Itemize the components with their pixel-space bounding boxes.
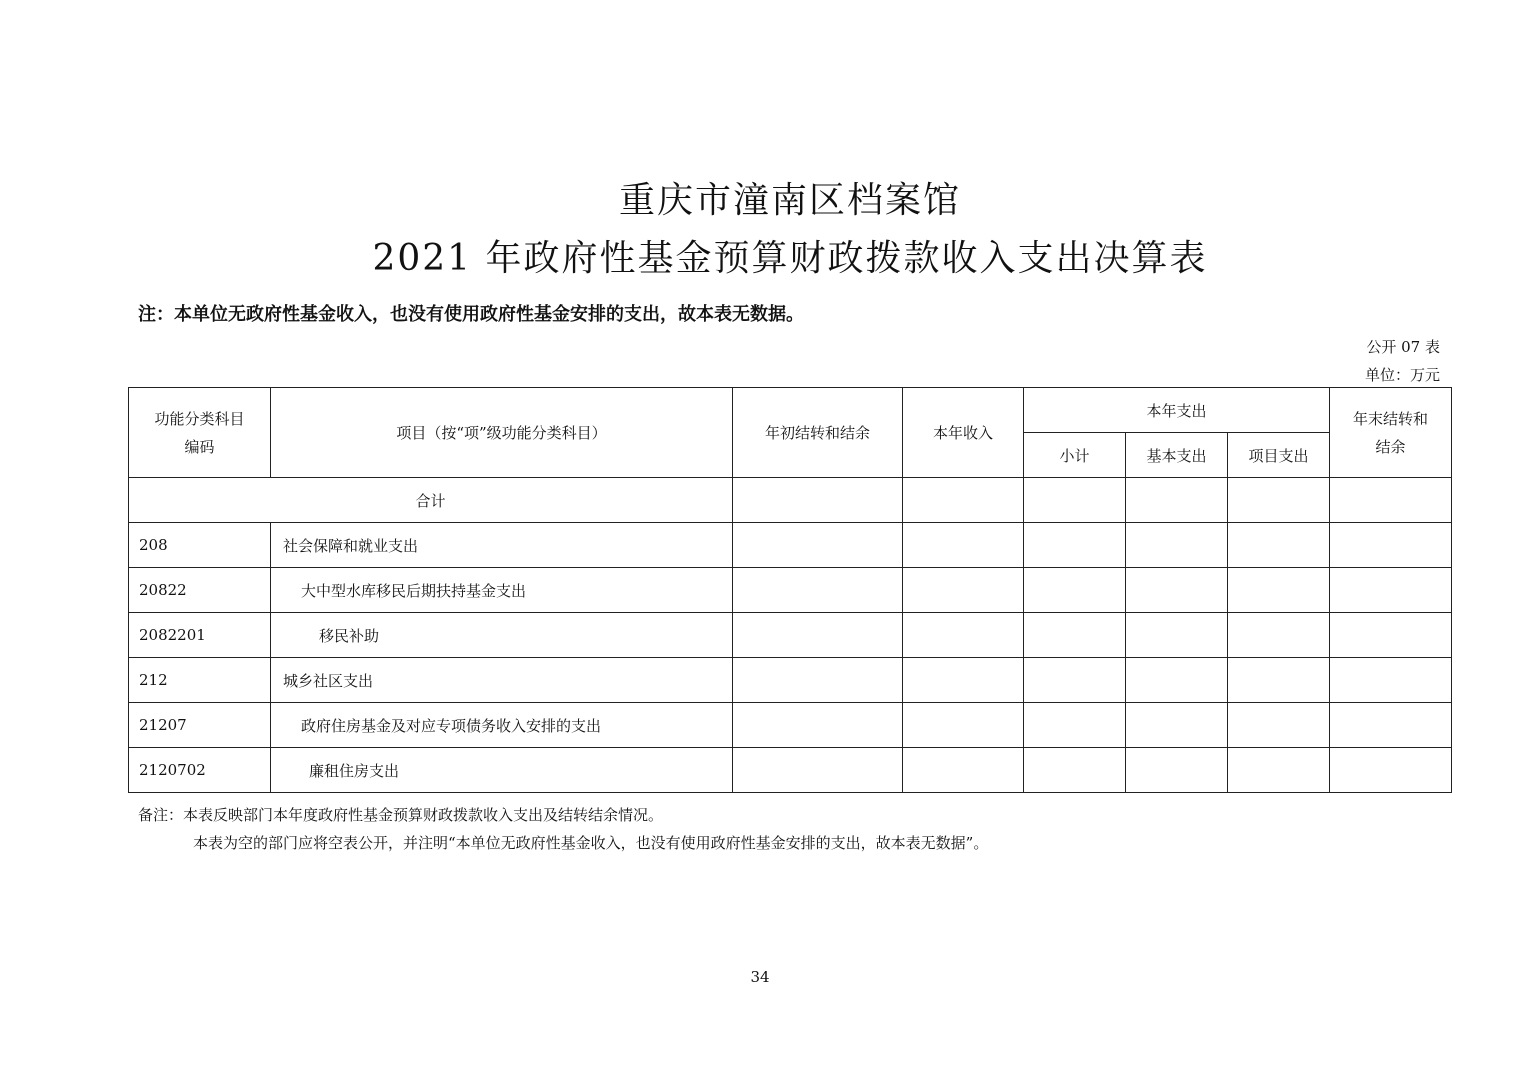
cell xyxy=(1024,478,1126,523)
cell xyxy=(1330,568,1452,613)
document-subtitle: 2021 年政府性基金预算财政拨款收入支出决算表 xyxy=(372,238,1208,279)
cell xyxy=(1024,523,1126,568)
total-label: 合计 xyxy=(129,478,733,523)
cell xyxy=(1126,613,1228,658)
cell xyxy=(1228,613,1330,658)
row-code: 2082201 xyxy=(129,613,271,658)
table-row xyxy=(129,658,1452,703)
header-project: 项目支出 xyxy=(1228,433,1330,478)
cell xyxy=(733,478,903,523)
cell xyxy=(733,523,903,568)
table-row xyxy=(129,568,1452,613)
unit-label: 单位：万元 xyxy=(1364,366,1440,384)
cell xyxy=(1228,703,1330,748)
cell xyxy=(733,613,903,658)
cell xyxy=(1330,523,1452,568)
header-expenditure: 本年支出 xyxy=(1024,388,1330,433)
no-data-note: 注：本单位无政府性基金收入，也没有使用政府性基金安排的支出，故本表无数据。 xyxy=(138,304,804,325)
header-item: 项目（按“项”级功能分类科目） xyxy=(271,388,733,478)
row-name: 城乡社区支出 xyxy=(271,658,733,703)
header-basic: 基本支出 xyxy=(1126,433,1228,478)
cell xyxy=(1228,658,1330,703)
cell xyxy=(733,658,903,703)
row-code: 21207 xyxy=(129,703,271,748)
header-closing-line2: 结余 xyxy=(1375,437,1406,456)
cell xyxy=(1228,478,1330,523)
cell xyxy=(903,658,1024,703)
cell xyxy=(733,703,903,748)
cell xyxy=(733,568,903,613)
cell xyxy=(1126,658,1228,703)
table-number: 公开 07 表 xyxy=(1366,338,1440,356)
cell xyxy=(903,568,1024,613)
cell xyxy=(1126,748,1228,793)
budget-table xyxy=(128,387,1452,793)
header-closing-balance xyxy=(1330,388,1452,478)
cell xyxy=(1228,568,1330,613)
cell xyxy=(903,748,1024,793)
cell xyxy=(1024,613,1126,658)
row-name: 政府住房基金及对应专项债务收入安排的支出 xyxy=(271,703,733,748)
cell xyxy=(903,703,1024,748)
header-subtotal: 小计 xyxy=(1024,433,1126,478)
cell xyxy=(1330,478,1452,523)
cell xyxy=(733,748,903,793)
header-opening-balance: 年初结转和结余 xyxy=(733,388,903,478)
cell xyxy=(1024,748,1126,793)
row-name: 大中型水库移民后期扶持基金支出 xyxy=(271,568,733,613)
row-code: 20822 xyxy=(129,568,271,613)
total-row xyxy=(129,478,1452,523)
cell xyxy=(1330,703,1452,748)
cell xyxy=(1126,478,1228,523)
remark-line-1: 备注：本表反映部门本年度政府性基金预算财政拨款收入支出及结转结余情况。 xyxy=(138,806,664,824)
header-income: 本年收入 xyxy=(903,388,1024,478)
header-code xyxy=(129,388,271,478)
cell xyxy=(1228,523,1330,568)
document-title: 重庆市潼南区档案馆 xyxy=(618,180,961,221)
header-row-1 xyxy=(129,388,1452,433)
row-name: 社会保障和就业支出 xyxy=(271,523,733,568)
cell xyxy=(1228,748,1330,793)
cell xyxy=(1024,703,1126,748)
remark-line-2: 本表为空的部门应将空表公开，并注明“本单位无政府性基金收入，也没有使用政府性基金安排的支出，故本表无数据”。 xyxy=(193,834,989,852)
cell xyxy=(1126,568,1228,613)
header-code-line2: 编码 xyxy=(184,437,215,456)
header-closing-line1: 年末结转和 xyxy=(1352,409,1428,428)
cell xyxy=(1024,658,1126,703)
cell xyxy=(1330,613,1452,658)
cell xyxy=(1126,703,1228,748)
cell xyxy=(1024,568,1126,613)
cell xyxy=(1330,748,1452,793)
header-code-line1: 功能分类科目 xyxy=(154,409,245,428)
page-number: 34 xyxy=(750,968,770,986)
cell xyxy=(903,613,1024,658)
row-name: 廉租住房支出 xyxy=(271,748,733,793)
row-code: 2120702 xyxy=(129,748,271,793)
cell xyxy=(903,523,1024,568)
table-row xyxy=(129,523,1452,568)
row-name: 移民补助 xyxy=(271,613,733,658)
table-row xyxy=(129,703,1452,748)
row-code: 208 xyxy=(129,523,271,568)
cell xyxy=(1126,523,1228,568)
table-row xyxy=(129,613,1452,658)
cell xyxy=(903,478,1024,523)
row-code: 212 xyxy=(129,658,271,703)
cell xyxy=(1330,658,1452,703)
table-row xyxy=(129,748,1452,793)
